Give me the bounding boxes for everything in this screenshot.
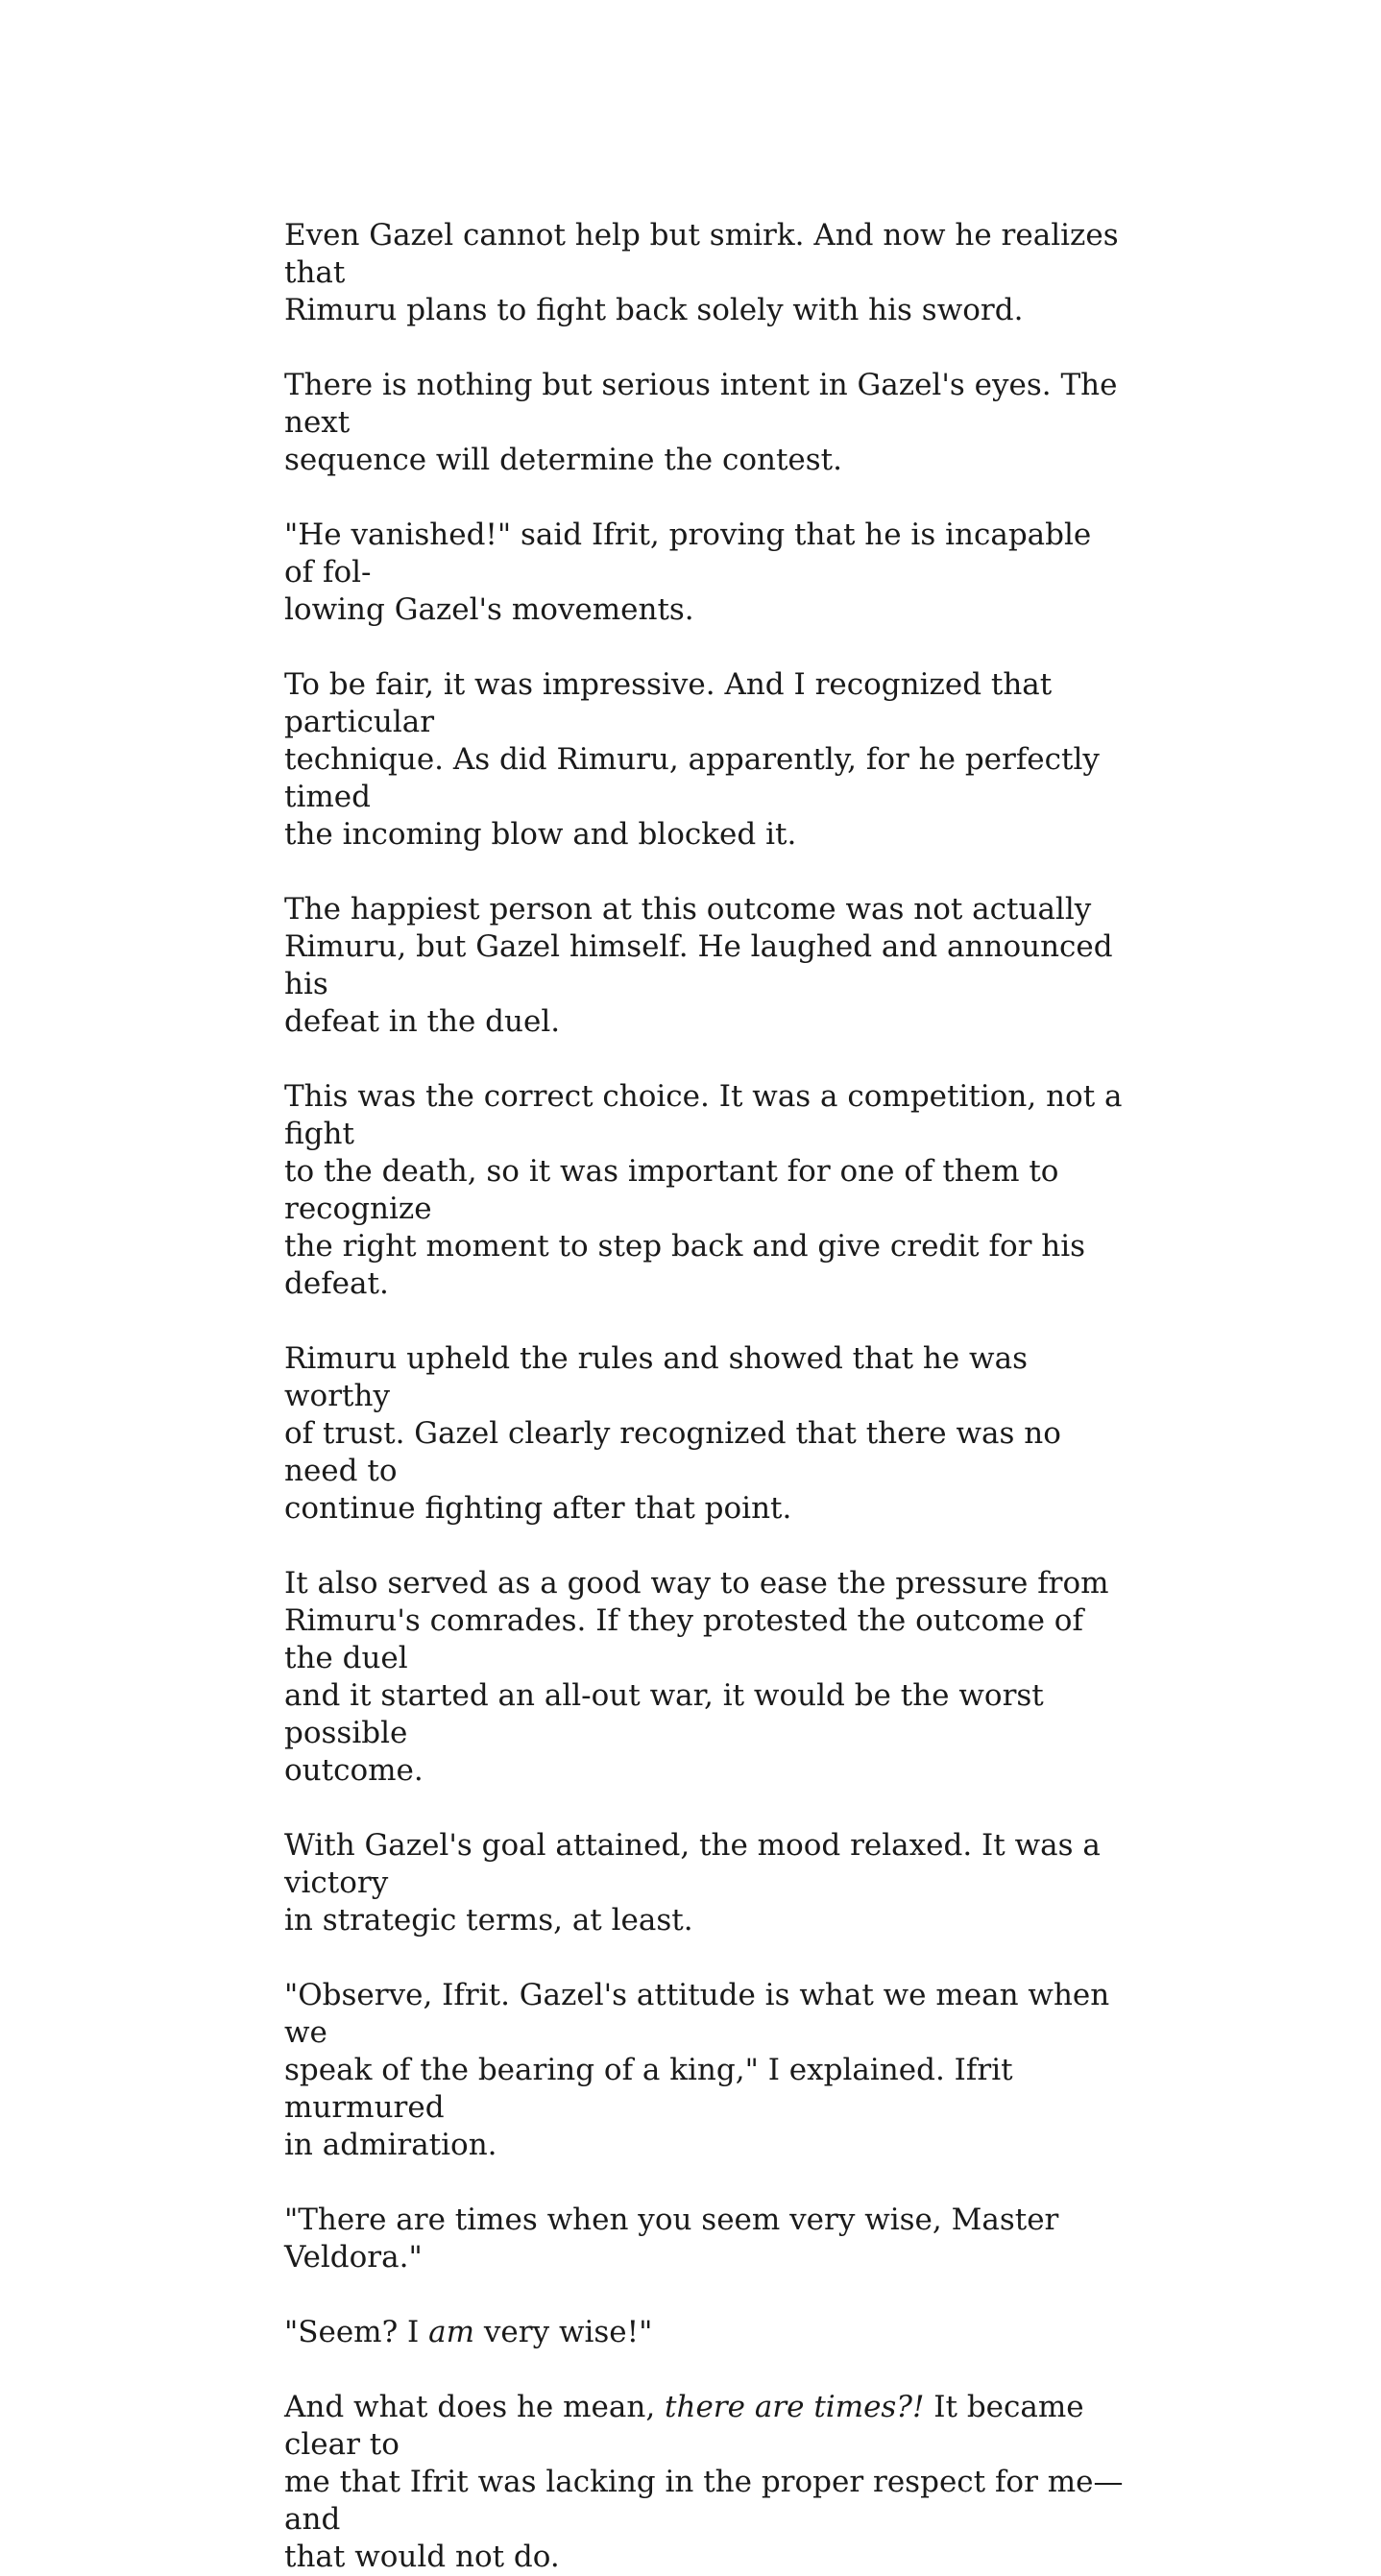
paragraph: The happiest person at this outcome was not actually Rimuru, but Gazel himself. He laughed and announced his defeat in the duel. xyxy=(284,892,1113,1039)
paragraph: It also served as a good way to ease the pressure from Rimuru's comrades. If they protested the outcome of the duel and it started an all-out war, it would be the worst possible outcome. xyxy=(284,1566,1109,1788)
paragraph: Rimuru upheld the rules and showed that he was worthy of trust. Gazel clearly recognized that there was no need to continue fighting after that point. xyxy=(284,1341,1061,1526)
text-run: It became clear to me that Ifrit was lacking in the proper respect for me—and that would not do. xyxy=(284,2390,1124,2574)
paragraph: "There are times when you seem very wise, Master Veldora." xyxy=(284,2203,1059,2275)
paragraph: To be fair, it was impressive. And I recognized that particular technique. As did Rimuru, apparently, for he perfectly timed the incoming blow and blocked it. xyxy=(284,667,1100,852)
paragraph: "He vanished!" said Ifrit, proving that he is incapable of fol- lowing Gazel's movements. xyxy=(284,518,1092,627)
text-run: And what does he mean, xyxy=(284,2390,666,2424)
text-run: very wise!" xyxy=(474,2315,653,2349)
emphasis: am xyxy=(428,2315,475,2349)
text-run: "Seem? I xyxy=(284,2315,429,2349)
paragraph-seem xyxy=(284,2314,1129,2351)
paragraph: There is nothing but serious intent in Gazel's eyes. The next sequence will determine the contest. xyxy=(284,368,1118,477)
emphasis: there are times?! xyxy=(665,2390,925,2424)
paragraph-final xyxy=(284,2389,1129,2576)
paragraph: This was the correct choice. It was a competition, not a fight to the death, so it was important for one of them to recognize the right moment to step back and give credit for his defeat. xyxy=(284,1079,1123,1301)
page-body xyxy=(284,217,1129,2576)
paragraph: Even Gazel cannot help but smirk. And now he realizes that Rimuru plans to fight back solely with his sword. xyxy=(284,218,1119,327)
paragraph: "Observe, Ifrit. Gazel's attitude is what we mean when we speak of the bearing of a king," I explained. Ifrit murmured in admiration. xyxy=(284,1978,1110,2162)
paragraph: With Gazel's goal attained, the mood relaxed. It was a victory in strategic terms, at least. xyxy=(284,1828,1101,1938)
